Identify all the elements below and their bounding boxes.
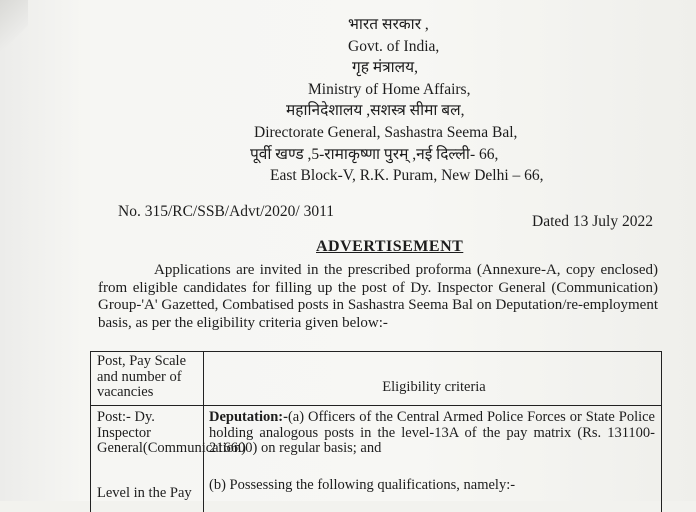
letterhead-line-address: East Block-V, R.K. Puram, New Delhi – 66, [270, 167, 544, 185]
table-header-left: Post, Pay Scale and number of vacancies [97, 353, 187, 400]
page-title: ADVERTISEMENT [316, 238, 464, 255]
page-fold [0, 0, 28, 60]
deputation-text: (a) Officers of the Central Armed Police Forces or State Police holding analogous posts in the level-13A of the pay matrix (Rs. 131100-216600) on regular basis; and [209, 409, 655, 456]
letterhead [250, 14, 550, 187]
dated-line: Dated 13 July 2022 [532, 213, 653, 230]
table-cell-deputation [209, 410, 655, 457]
letterhead-line-hindi-address: पूर्वी खण्ड ,5-रामाकृष्णा पुरम् ,नई दिल्ली- 66, [250, 145, 499, 163]
eligibility-table [90, 351, 662, 512]
table-cell-post: Post:- Dy. Inspector General(Communication) [97, 409, 246, 456]
reference-number: No. 315/RC/SSB/Advt/2020/ 3011 [118, 203, 335, 220]
letterhead-line-dg: Directorate General, Sashastra Seema Bal, [254, 123, 518, 141]
letterhead-line-govt: Govt. of India, [348, 37, 440, 55]
letterhead-line-hindi-govt: भारत सरकार , [348, 16, 429, 33]
table-header-divider [91, 405, 661, 406]
table-cell-qualification: (b) Possessing the following qualifications, namely:- [209, 477, 516, 493]
intro-paragraph [98, 262, 658, 332]
letterhead-line-hindi-dg: महानिदेशालय ,सशस्त्र सीमा बल, [286, 102, 465, 120]
deputation-label: Deputation:- [209, 409, 288, 425]
table-cell-level: Level in the Pay [97, 485, 192, 501]
letterhead-line-hindi-ministry: गृह मंत्रालय, [352, 59, 419, 77]
table-header-right: Eligibility criteria [382, 379, 486, 395]
intro-paragraph-text: Applications are invited in the prescribed proforma (Annexure-A, copy enclosed) from eligible candidates for filling up the post of Dy. Inspector General (Communication) Group-'A' Gazetted, Combatised posts in Sashastra Seema Bal on Deputation/re-employment basis, as per the eligibility criteria given below:- [98, 262, 658, 331]
letterhead-line-ministry: Ministry of Home Affairs, [308, 80, 471, 98]
